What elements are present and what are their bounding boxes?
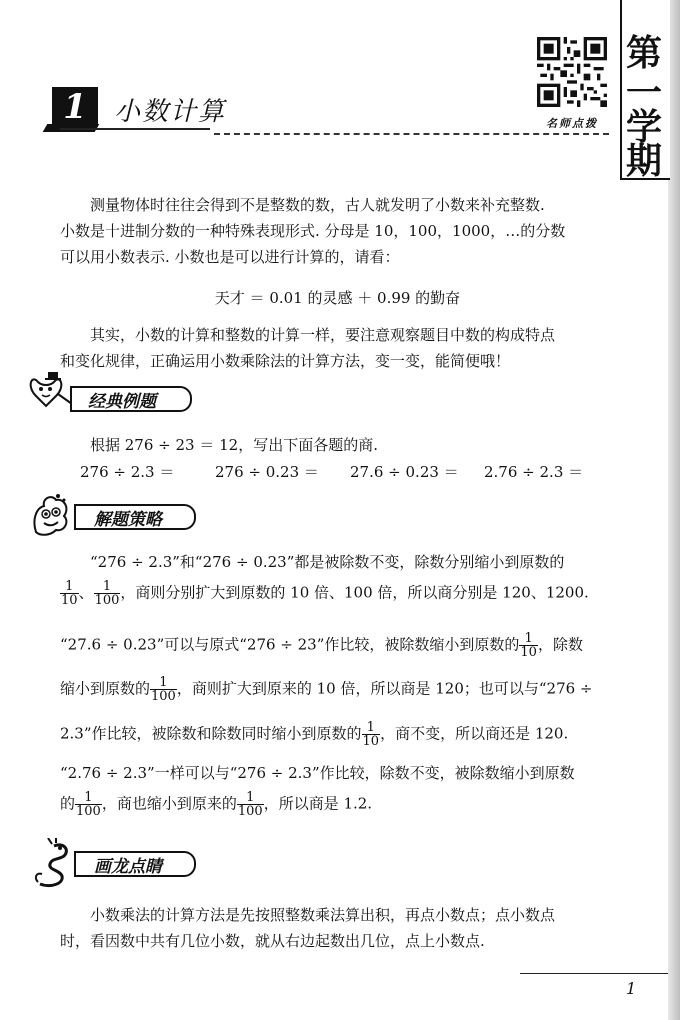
strategy-line: $\frac{1}{10}$ 、 $\frac{1}{100}$ ，商则分别扩大到原数的 10 倍、100 倍，所以商分别是 120、1200. <box>61 579 589 608</box>
footer-rule <box>520 973 668 974</box>
qr-caption: 名师点拨 <box>546 117 598 130</box>
monster-mascot-icon <box>28 492 74 536</box>
intro-line: 和变化规律，正确运用小数乘除法的计算方法，变一变，能简便哦！ <box>60 352 511 370</box>
fraction: $\frac{1}{100}$ <box>76 790 101 819</box>
heading-dashed-rule <box>214 133 609 135</box>
semester-tab-char: 期 <box>625 141 662 182</box>
strategy-line: 2.3”作比较，被除数和除数同时缩小到原数的 $\frac{1}{10}$ ，商不变，所以商还是 120. <box>60 720 569 749</box>
fraction: $\frac{1}{10}$ <box>61 579 78 608</box>
fraction: $\frac{1}{100}$ <box>237 790 263 819</box>
fraction: $\frac{1}{100}$ <box>94 579 120 608</box>
strategy-line: 缩小到原数的 $\frac{1}{100}$ ，商则扩大到原来的 10 倍，所以商是 120；也可以与“276 ÷ <box>60 675 593 704</box>
semester-tab-char: 学 <box>625 107 662 148</box>
intro-formula: 天才 ＝ 0.01 的灵感 ＋ 0.99 的勤奋 <box>214 289 461 307</box>
strategy-line: 的 $\frac{1}{100}$ ，商也缩小到原来的 $\frac{1}{100}$ ，所以商是 1.2. <box>60 790 373 819</box>
heading-underline <box>60 128 210 130</box>
section-title-example: 经典例题 <box>88 392 156 412</box>
fraction: $\frac{1}{10}$ <box>520 631 537 660</box>
intro-line: 其实，小数的计算和整数的计算一样，要注意观察题目中数的构成特点 <box>90 326 556 344</box>
chapter-number: 1 <box>52 87 98 127</box>
section-title-summary: 画龙点睛 <box>94 857 162 877</box>
intro-line: 可以用小数表示. 小数也是可以进行计算的，请看： <box>60 248 400 266</box>
intro-line: 小数是十进制分数的一种特殊表现形式. 分母是 10，100，1000，…的分数 <box>60 222 566 240</box>
summary-line: 时，看因数中共有几位小数，就从右边起数出几位，点上小数点. <box>60 932 485 950</box>
example-problem: 2.76 ÷ 2.3 ＝ <box>484 463 584 481</box>
dragon-mascot-icon <box>30 838 76 890</box>
qr-code[interactable] <box>537 37 607 107</box>
example-given: 根据 276 ÷ 23 ＝ 12，写出下面各题的商. <box>90 436 378 454</box>
chapter-title: 小数计算 <box>114 97 227 127</box>
heart-mascot-icon <box>28 370 74 414</box>
intro-line: 测量物体时往往会得到不是整数的数，古人就发明了小数来补充整数. <box>90 196 545 214</box>
strategy-line: “276 ÷ 2.3”和“276 ÷ 0.23”都是被除数不变，除数分别缩小到原数的 <box>90 553 565 571</box>
semester-tab-char: 第 <box>625 33 662 74</box>
semester-tab-char: 一 <box>625 73 662 114</box>
fraction: $\frac{1}{10}$ <box>362 720 380 749</box>
strategy-line: “2.76 ÷ 2.3”一样可以与“276 ÷ 2.3”作比较，除数不变，被除数缩小到原数 <box>60 764 575 782</box>
fraction: $\frac{1}{100}$ <box>151 675 176 704</box>
example-problem: 276 ÷ 0.23 ＝ <box>215 463 319 481</box>
summary-line: 小数乘法的计算方法是先按照整数乘法算出积，再点小数点；点小数点 <box>90 906 556 924</box>
example-problem: 276 ÷ 2.3 ＝ <box>80 463 175 481</box>
section-title-strategy: 解题策略 <box>94 510 162 530</box>
page-number: 1 <box>626 979 637 998</box>
example-problem: 27.6 ÷ 0.23 ＝ <box>350 463 459 481</box>
strategy-line: “27.6 ÷ 0.23”可以与原式“276 ÷ 23”作比较，被除数缩小到原数的 $\frac{1}{10}$ ，除数 <box>60 631 583 660</box>
